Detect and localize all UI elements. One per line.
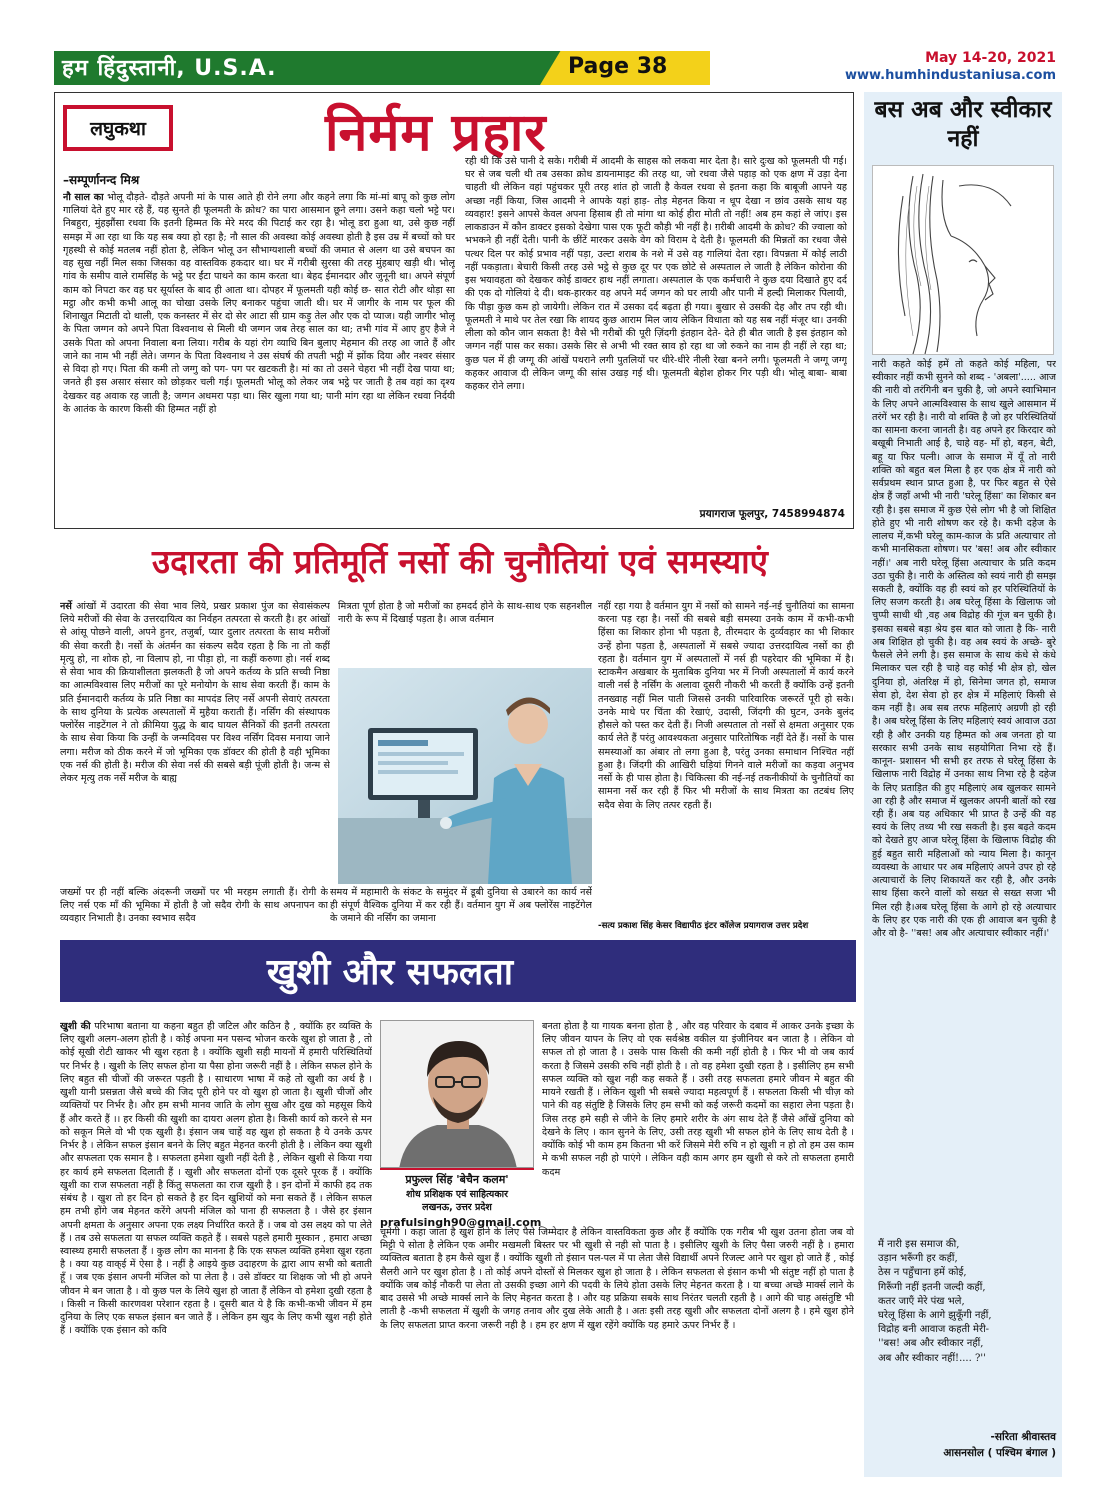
article-happiness-column-2: बनता होता है या गायक बनना होता है , और वह परिवार के दबाव में आकर उनके इच्छा के लिए जीवन यापन के लिए वो एक सर्वश्रेष्ठ वकील या इंजीनियर बन जाता है । लेकिन वो सफल तो हो जाता है । उसके पास किसी की कमी नहीं होती है । फिर भी वो जब कार्य करता है जिसमे उसकी रुचि नहीं होती है । तो वह हमेशा दुखी रहता है । इसीलिए हम सभी सफल व्यक्ति को खुश नही कह सकते हैं । उसी तरह सफलता हमारे जीवन मे बहुत की मायने रखती हैं । लेकिन खुशी भी सबसे ज्यादा महत्वपूर्ण हैं । सफलता किसी भी चीज़ को पाने की वह संतुष्टि है जिसके लिए हम सभी को कई जरूरी कदमों का सहारा लेना पड़ता है। जिस तरह हमे सही से जीने के लिए हमारे शरीर के अंग साथ देते हैं जैसे आँखें दुनिया को देखने के लिए । कान सुनने के लिए, उसी तरह खुशी भी सफल होने के लिए साथ देती है । क्योंकि कोई भी काम हम कितना भी करें जिसमे मेरी रुचि न हो खुशी न हो तो हम उस काम मे कभी सफल नही हो पाएंगे । लेकिन वही काम अगर हम खुशी से करे तो सफलता हमारी कदम — [542, 1021, 854, 1178]
author-credit — [380, 1168, 542, 1229]
masthead — [0, 0, 1118, 92]
story-column-2: रही थी कि उसे पानी दे सके। गरीबी में आदमी के साहस को लकवा मार देता है। सारे दुःख को फूलमती पी गई। घर से जब चली थी तब उसका क्रोध डायनामाइट की तरह था, जो रधवा जैसे पहाड़ को एक क्षण में उड़ा देना चाहती थी लेकिन वहां पहुंचकर पूरी तरह शांत हो जाती है केवल रधवा से इतना कहा कि बाबूजी आपने यह अच्छा नहीं किया, जिस आदमी ने आपके यहां हाड़- तोड़ मेहनत किया न धूप देखा न छांव उसके साथ यह व्यवहार! इसने आपसे केवल अपना हिसाब ही तो मांगा था कोई हीरा मोती तो नहीं! अब हम कहां ले जांए। इस लाकडाउन में कौन डाक्टर इसको देखेगा पास एक फूटी कौड़ी भी नहीं है। ग़रीबी आदमी के क्रोध? की ज्वाला को भभकने ही नहीं देती। पानी के छींटें मारकर उसके वेग को विराम दे देती है। फूलमती की मिन्नतों का रधवा जैसे पत्थर दिल पर कोई प्रभाव नहीं पड़ा, उल्टा शराब के नशे में उसे वह गालियां देता रहा। विपन्नता में कोई लाठी नहीं पकड़ाता। बेचारी किसी तरह उसे भट्ठे से कुछ दूर पर एक छोटे से अस्पताल ले जाती है लेकिन कोरोना की इस भयावहता को देखकर कोई डाक्टर हाथ नहीं लगाता। अस्पताल के एक कर्मचारी ने कुछ दया दिखाते हुए दर्द की एक दो गोलियां दे दी। थक-हारकर वह अपने मर्द जग्गन को घर लायी और पानी में हल्दी मिलाकर पिलायी, कि पीड़ा कुछ कम हो जायेगी। लेकिन रात में उसका दर्द बढ़ता ही गया। बुखार से उसकी देह और तप रही थी। फूलमती ने माथे पर तेल रखा कि शायद कुछ आराम मिल जाय लेकिन विधाता को यह सब नहीं मंजूर था। उनकी लीला को कौन जान सकता है! वैसे भी गरीबों की पूरी ज़िंदगी इंतहान देते- देते ही बीत जाती है इस इंतहान को जग्गन नहीं पास कर सका। उसके सिर से अभी भी रक्त स्राव हो रहा था जो रुकने का नाम ही नहीं ले रहा था; कुछ पल में ही जग्गू की आंखें पथराने लगी पुतलियों पर धीरे-धीरे नीली रेखा बनने लगी। फूलमती ने जग्गू जग्गू कहकर आवाज दी लेकिन जग्गू की सांस उखड़ गई थी। फूलमती बेहोश होकर गिर पड़ी थी। भोलू बाबा- बाबा कहकर रोने लगा। — [465, 156, 847, 392]
author-portrait — [380, 1020, 534, 1168]
issue-date: May 14-20, 2021 — [925, 50, 1056, 66]
nurse-photo — [338, 668, 592, 884]
author-place: लखनऊ, उत्तर प्रदेश — [422, 1202, 492, 1213]
author-email[interactable]: prafulsingh90@gmail.com — [380, 1216, 542, 1229]
section-tag: लघुकथा — [63, 105, 173, 151]
article-nurses-column-1 — [60, 600, 330, 882]
story-title: निर्मम प्रहार — [325, 103, 547, 163]
article-happiness-column-1 — [60, 1020, 372, 1478]
poem-line: उड़ान भरूँगी हर कहीं, — [878, 1253, 958, 1265]
newspaper-name: हम हिंदुस्तानी, U.S.A. — [62, 56, 277, 81]
lead-words: खुशी की — [60, 1021, 91, 1032]
poem-line: अब और स्वीकार नहीं!.... ?'' — [878, 1352, 986, 1364]
article-happiness-column-3: चूमेगी । कहा जाता है खुश होने के लिए पैसे जिम्मेदार है लेकिन वास्तविकता कुछ और हैं क्योंकि एक गरीब भी खुश उतना होता जब वो मिट्टी पे सोता है लेकिन एक अमीर मखमली बिस्तर पर भी खुशी से नही सो पाता है । इसीलिए खुशी के लिए पैसा जरुरी नहीं है । हमारा व्यक्तित्व बताता है हम कैसे खुश हैं । क्योंकि खुशी तो इंसान पल-पल में पा लेता जैसे विद्यार्थी अपने रिजल्ट आने पर खुश हो जाते हैं , कोई सैलरी आने पर खुश होता है । तो कोई अपने दोस्तों से मिलकर खुश हो जाता है । लेकिन सफलता से इंसान कभी भी संतुष्ट नहीं हो पाता है क्योंकि जब कोई नौकरी पा लेता तो उसकी इच्छा आगे की पदवी के लिये होता उसके लिए मेहनत करता है । या बच्चा अच्छे मार्क्स लाने के बाद उससे भी अच्छे मार्क्स लाने के लिए मेहनत करता है । और यह प्रक्रिया सबके साथ निरंतर चलती रहती है । आगे की चाह असंतुष्टि भी लाती है -कभी सफलता में खुशी के जगह तनाव और दुख लेके आती है । अतः इसी तरह खुशी और सफलता दोनों अलग है । हमे खुश होने के लिए सफलता प्राप्त करना जरूरी नही है । हम हर क्षण में खुश रहेंगे क्योंकि यह हमारे ऊपर निर्भर हैं । — [380, 1227, 854, 1331]
story-author: –सम्पूर्णानन्द मिश्र — [63, 173, 140, 187]
page-number: Page 38 — [568, 54, 668, 79]
poem-line: गिरूँगी नहीं इतनी जल्दी कहीं, — [878, 1281, 986, 1293]
article-happiness-title: खुशी और सफलता — [266, 952, 514, 993]
author-name: प्रफुल्ल सिंह 'बेचैन कलम' — [380, 1168, 534, 1187]
sidebar-author-place: आसनसोल ( पश्चिम बंगाल ) — [943, 1446, 1056, 1459]
author-role: शोध प्रशिक्षक एवं साहित्यकार — [406, 1189, 508, 1200]
sidebar-author — [880, 1430, 1056, 1462]
lead-words: नर्से — [60, 601, 72, 612]
website-link[interactable]: www.humhindustaniusa.com — [844, 68, 1056, 83]
article-nurses-column-2-top: मित्रता पूर्ण होता है जो मरीजों का हमदर्द होने के साथ-साथ एक सहनशील नारी के रूप में दिखाई पड़ता है। आज वर्तमान — [338, 601, 592, 626]
poem-line: कतर जाएँ मेरे पंख भले, — [878, 1295, 965, 1307]
woman-sketch-illustration — [872, 165, 1054, 355]
story-column-1 — [63, 191, 455, 525]
article-happiness-column-1-text: परिभाषा बताना या कहना बहुत ही जटिल और कठिन है , क्योंकि हर व्यक्ति के लिए खुशी अलग-अलग होती है । कोई अपना मन पसन्द भोजन करके खुश हो जाता है , तो कोई सूखी रोटी खाकर भी खुश रहता है । क्योंकि खुशी सही मायनों में हमारी परिस्थितियों पर निर्भर है । खुशी के लिए सफल होना या पैसा होना जरूरी नहीं है । लेकिन सफल होने के लिए बहुत सी चीजों की जरूरत पड़ती है । साधारण भाषा में कहे तो खुशी का अर्थ है । खुशी यानी प्रसन्नता जैसे बच्चे की जिद पूरी होने पर वो खुश हो जाता है। खुशी चीजों और व्यक्तियों पर निर्भर है। और हम सभी मानव जाति के लोग सुख और दुख को महसूस किये हैं और करते हैं ।। हर किसी की खुशी का दायरा अलग होता है। किसी कार्य को करने से मन को सकून मिले वो भी एक खुशी है। इंसान जब चाहें वह खुश हो सकता है ये उनके ऊपर निर्भर है । लेकिन सफल इंसान बनने के लिए बहुत मेहनत करनी होती है । लेकिन क्या खुशी और सफलता एक समान है । सफलता हमेशा खुशी नहीं देती है , लेकिन खुशी से किया गया हर कार्य हमे सफलता दिलाती हैं । खुशी और सफलता दोनों एक दूसरे पूरक हैं । क्योंकि खुशी का राज सफलता नहीं है किंतु सफलता का राज खुशी है । इन दोनों में काफी हद तक संबंध है । खुश तो हर दिन हो सकते है हर दिन खुशियों को मना सकते हैं । लेकिन सफल हम तभी होंगे जब मेहनत करेंगे अपनी मंजिल को पाना ही सफलता है । जैसे हर इंसान अपनी क्षमता के अनुसार अपना एक लक्ष्य निर्धारित करते हैं । जब वो उस लक्ष्य को पा लेते हैं । तब उसे सफलता या सफल व्यक्ति कहते हैं । सबसे पहले हमारी मुस्कान , हमारा अच्छा स्वास्थ्य हमारी सफलता हैं । कुछ लोग का मानना है कि एक सफल व्यक्ति हमेशा खुश रहता है । क्या यह वाक्ई में ऐसा है । नहीं है आइये कुछ उदाहरण के द्वारा आप सभी को बताती हूँ । जब एक इंसान अपनी मंजिल को पा लेता है । उसे डॉक्टर या शिक्षक जो भी हो अपने जीवन मे बन जाता है । वो कुछ पल के लिये खुश हो जाता हैं लेकिन वो हमेशा दुखी रहता है । किसी न किसी कारणवश परेशान रहता है । दूसरी बात ये है कि कभी-कभी जीवन में हम दुनिया के लिए एक सफल इंसान बन जाते हैं । लेकिन हम खुद के लिए कभी खुश नही होते हैं । क्योंकि एक इंसान को कवि — [60, 1021, 372, 1337]
story-short-story — [54, 92, 854, 529]
sidebar-poem — [878, 1238, 1058, 1366]
lead-words: नौ साल का — [63, 192, 104, 203]
poem-line: ठेस न पहुँचाना हमें कोई, — [878, 1267, 967, 1279]
sidebar-author-name: -सरिता श्रीवास्तव — [990, 1431, 1056, 1443]
poem-line: ''बस! अब और स्वीकार नहीं, — [878, 1338, 984, 1350]
poem-line: विद्रोह बनी आवाज कहती मेरी- — [878, 1324, 990, 1336]
story-signoff: प्रयागराज फूलपुर, 7458994874 — [699, 508, 845, 520]
story-column-1-text: भोलू दौड़ते- दौड़ते अपनी मां के पास आते ही रोने लगा और कहने लगा कि मां-मां बापू को कुछ लोग गालियां देते हुए मार रहे हैं, यह सुनते ही फूलमती के क्रोध? का पारा आसमान छूने लगा। उसने कहा चलो भट्टे पर। निबहुरा, मुंहझौंसा रधवा कि इतनी हिम्मत कि मेरे मरद की पिटाई कर रहा है। भोलू डरा हुआ था, उसे कुछ नहीं समझ में आ रहा था कि यह सब क्या हो रहा है; नौ साल की अवस्था कोई अवस्था होती है इस उम्र में बच्चों को घर गृहस्थी से कोई मतलब नहीं होता है, लेकिन भोलू उन सौभाग्यशाली बच्चों की जमात से अलग था उसे बचपन का वह सुख नहीं मिल सका जिसका वह वास्तविक हकदार था। घर में गरीबी सुरसा की तरह मुंहबाए खड़ी थी। भोलू गांव के समीप वाले रामसिंह के भट्ठे पर ईंटा पाथने का काम करता था। बेहद ईमानदार और जुनूनी था। अपने संपूर्ण काम को निपटा कर वह घर सूर्यास्त के बाद ही आता था। दोपहर में फूलमती यही कोई छ- सात रोटी और थोड़ा सा मट्ठा और कभी कभी आलू का चोखा उसके लिए बनाकर पहुंचा जाती थी। घर में जागीर के नाम पर फूल की शिनाखुत मिटाती दो थाली, एक कनस्तर में सेर दो सेर आटा सी ग्राम कड़ु तेल और एक दो प्याज। यही जागीर भोलू के पिता जग्गन को अपने पिता विश्वनाथ से मिली थी जग्गन जब तेरह साल का था; तभी गांव में आए हुए हैजे ने उसके पिता को अपना निवाला बना लिया। गरीब के यहां रोग व्याधि बिन बुलाए मेहमान की तरह आ जाते हैं और जाने का नाम भी नहीं लेते। जग्गन के पिता विश्वनाथ ने उस संघर्ष की तपती भट्ठी में झोंक दिया और नश्वर संसार से विदा हो गए। पिता की कमी तो जग्गु को पग- पग पर खटकती है। मां का तो उसने चेहरा भी नहीं देख पाया था; जनते ही इस असार संसार को छोड़कर चली गई। फूलमती भोलू को लेकर जब भट्ठे पर जाती है तब वहां का दृश्य देखकर वह अवाक रह जाती है; जग्गन अधमरा पड़ा था। सिर खुला गया था; पानी मांग रहा था लेकिन रधवा निर्दयी के आतंक के कारण किसी की हिम्मत नहीं हो — [63, 192, 455, 415]
article-nurses-column-2-bottom: समय में महामारी के संकट के समुंदर में डूबी दुनिया से उबारने का कार्य नर्से ही संपूर्ण वैश्विक दुनिया में कर रही हैं। वर्तमान युग में अब फ्लोरेंस नाइटेंगेल के जमाने की नर्सिंग का जमाना — [330, 887, 592, 925]
article-nurses-title: उदारता की प्रतिमूर्ति नर्सो की चुनौतियां एवं समस्याएं — [152, 542, 768, 581]
sidebar-article-body: नारी कहते कोई हमें तो कहते कोई महिला, पर स्वीकार नहीं कभी सुनने को शब्द - 'अबला'..... आज की नारी वो तरंगिनी बन चुकी है, जो अपने स्वाभिमान के लिए अपने आत्मविश्वास के साथ खुले आसमान में तरंगें भर रही है। नारी वो शक्ति है जो हर परिस्थितियों का सामना करना जानती है। वह अपने हर किरदार को बखूबी निभाती आई है, चाहे वह- माँ हो, बहन, बेटी, बहू या फिर पत्नी। आज के समाज में यूँ तो नारी शक्ति को बहुत बल मिला है हर एक क्षेत्र में नारी को सर्वप्रथम स्थान प्राप्त हुआ है, पर फिर बहुत से ऐसे क्षेत्र हैं जहाँ अभी भी नारी 'घरेलू हिंसा' का शिकार बन रही है। इस समाज में कुछ ऐसे लोग भी है जो शिक्षित होते हुए भी नारी शोषण कर रहे है। कभी दहेज के लालच में,कभी घरेलू काम-काज के प्रति अत्याचार तो कभी मानसिकता शोषण। पर 'बस! अब और स्वीकार नहीं।' अब नारी घरेलू हिंसा अत्याचार के प्रति कदम उठा चुकी है। नारी के अस्तित्व को स्वयं नारी ही समझ सकती है, क्योंकि वह ही स्वयं को हर परिस्थितियों के लिए सजग करती है। अब घरेलू हिंसा के खिलाफ जो चुप्पी साधी थी ,वह अब विद्रोह की गूंज बन चुकी है। इसका सबसे बड़ा श्रेय इस बात को जाता है कि- नारी अब शिक्षित हो चुकी है। वह अब स्वयं के अच्छे- बुरे फैसले लेने लगी है। इस समाज के साथ कंधे से कंधे मिलाकर चल रही है चाहे वह कोई भी क्षेत्र हो, खेल दुनिया हो, अंतरिक्ष में हो, सिनेमा जगत हो, समाज सेवा हो, देश सेवा हो हर क्षेत्र में महिलाएं किसी से कम नहीं है। अब सब तरफ महिलाएं अग्रणी हो रही है। अब घरेलू हिंसा के लिए महिलाएं स्वयं आवाज उठा रही है और उनकी यह हिम्मत को अब जनता हो या सरकार सभी उनके साथ सहयोगिता निभा रहे हैं। कानून- प्रशासन भी सभी हर तरफ से घरेलू हिंसा के खिलाफ नारी विद्रोह में उनका साथ निभा रहे है दहेज के लिए प्रताड़ित की हुए महिलाएं अब खुलकर सामने आ रही है और समाज में खुलकर अपनी बातों को रख रही हैं। अब यह अधिकार भी प्राप्त है उन्हें की वह स्वयं के लिए तथ्य भी रख सकती है। इस बढ़ते कदम को देखते हुए आज घरेलू हिंसा के खिलाफ विद्रोह की हुई बहुत सारी महिलाओं को न्याय मिला है। कानून व्यवस्था के आधार पर अब महिलाएं अपने उपर हो रहे अत्याचारों के लिए शिकायतें कर रही है, और उनके साथ हिंसा करने वालों को सख्त से सख्त सजा भी मिल रही है।अब घरेलू हिंसा के आगे हो रहे अत्याचार के लिए हर एक नारी की एक ही आवाज बन चुकी है और वो है- ''बस! अब और अत्याचार स्वीकार नहीं।' — [872, 359, 1056, 940]
poem-line: घरेलू हिंसा के आगे झुकूँगी नहीं, — [878, 1309, 992, 1321]
article-nurses-column-1-bottom: जख्मों पर ही नहीं बल्कि अंदरूनी जख्मों पर भी मरहम लगाती हैं। रोगी के लिए नर्स एक माँ की भूमिका में होती है जो सदैव रोगी के साथ अपनापन का व्यवहार निभाती है। उनका स्वभाव सदैव — [60, 887, 328, 925]
article-nurses-column-1-text: आंखों में उदारता की सेवा भाव लिये, प्रखर प्रकाश पुंज का सेवासंकल्प लिये मरीजों की सेवा के उत्तरदायित्व का निर्वहन तत्परता से करती है। हर आंखों से आंसू पोछने वाली, अपने हुनर, तजुर्बा, प्यार दुलार तत्परता के साथ मरीजों की सेवा करती है। नर्सो के अंतर्मन का संकल्प सदैव रहता है कि ना तो कहीं मृत्यु हो, ना शोक हो, ना विलाप हो, ना पीड़ा हो, ना कहीं करुणा हो। नर्स शब्द से सेवा भाव की क्रियाशीलता झलकती है जो अपने कर्तव्य के प्रति सच्ची निष्ठा का आत्मविश्वास लिए मरीजों का पूरे मनोयोग के साथ सेवा करती हैं। काम के प्रति ईमानदारी कर्तव्य के प्रति निष्ठा का मापदंड लिए नर्से अपनी सेवाएं तत्परता के साथ दुनिया के प्रत्येक अस्पतालों में मुहैया कराती हैं। नर्सिंग की संस्थापक फ्लोरेंस नाइटेंगल ने तो क्रीमिया युद्ध के बाद घायल सैनिकों की इतनी तत्परता के साथ सेवा किया कि उन्हीं के जन्मदिवस पर विश्व नर्सिंग दिवस मनाया जाने लगा। मरीज को ठीक करने में जो भूमिका एक डॉक्टर की होती है वही भूमिका एक नर्स की होती है। मरीज की सेवा नर्स की सबसे बड़ी पूंजी होती है। जन्म से लेकर मृत्यु तक नर्से मरीज के बाह्य — [60, 601, 330, 785]
article-nurses-column-3: नहीं रहा गया है वर्तमान युग में नर्सो को सामने नई-नई चुनौतियां का सामना करना पड़ रहा है। नर्सो की सबसे बड़ी समस्या उनके काम में कभी-कभी हिंसा का शिकार होना भी पड़ता है, तीरमदार के दुर्व्यवहार का भी शिकार उन्हें होना पड़ता है, अस्पतालों में सबसे ज्यादा उत्तरदायित्व नर्सो का ही रहता है। वर्तमान युग में अस्पतालों में नर्स ही पहरेदार की भूमिका में है। स्टाकमैन अखबार के मुताबिक दुनिया भर में निजी अस्पतालों में कार्य करने वाली नर्स है नर्सिंग के अलावा दूसरी नौकरी भी करती हैं क्योंकि उन्हें इतनी तनख्वाह नहीं मिल पाती जिससे उनकी पारिवारिक जरूरतें पूरी हो सके। उनके माथे पर चिंता की रेखाएं, उदासी, जिंदगी की घुटन, उनके बुलंद हौसले को पस्त कर देती हैं। निजी अस्पताल तो नर्सो से क्षमता अनुसार एक कार्य लेते हैं परंतु आवश्यकता अनुसार पारितोषिक नहीं देते हैं। नर्सो के पास समस्याओं का अंबार तो लगा हुआ है, परंतु उनका समाधान निश्चित नहीं हुआ है। जिंदगी की आखिरी घड़ियां गिनने वाले मरीजों का कड़वा अनुभव नर्सो के ही पास होता है। चिकित्सा की नई-नई तकनीकीयों के चुनौतियों का सामना नर्से कर रही हैं फिर भी मरीजों के साथ मित्रता का तटबंध लिए सदैव सेवा के लिए तत्पर रहती हैं। — [598, 601, 854, 811]
poem-line: मैं नारी इस समाज की, — [878, 1239, 960, 1250]
article-nurses-signoff: -सत्य प्रकाश सिंह केसर विद्यापीठ इंटर कॉलेज प्रयागराज उत्तर प्रदेश — [598, 921, 809, 931]
sidebar-title: बस अब और स्वीकार नहीं — [874, 97, 1052, 152]
